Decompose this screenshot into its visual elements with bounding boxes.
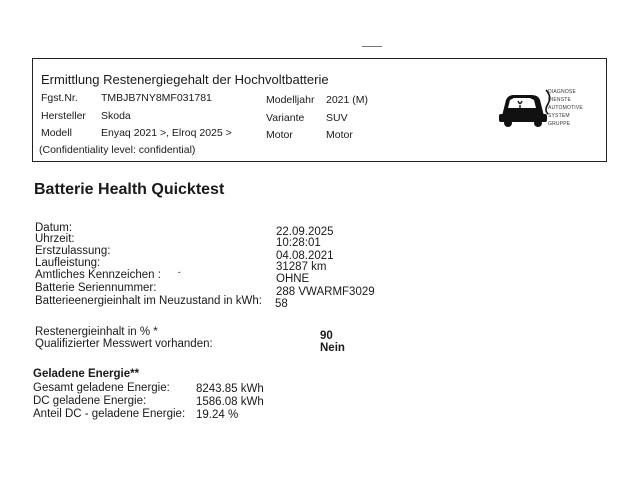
- total-energy-label: Gesamt geladene Energie:: [33, 382, 170, 394]
- model-year-label: Modelljahr: [266, 94, 315, 106]
- energy-title: Geladene Energie**: [33, 368, 140, 380]
- battery-serial-value: 288 VWARMF3029: [276, 286, 375, 298]
- confidentiality-note: (Confidentiality level: confidential): [39, 144, 196, 156]
- logo-word-1: DIAGNOSE: [548, 89, 576, 95]
- model-year-value: 2021 (M): [326, 94, 369, 106]
- battery-serial-label: Batterie Seriennummer:: [35, 282, 157, 294]
- logo-word-3: AUTOMOTIVE: [548, 105, 583, 111]
- report-title: Batterie Health Quicktest: [34, 181, 225, 198]
- qualified-measurement-label: Qualifizierter Messwert vorhanden:: [35, 338, 213, 350]
- first-registration-value: 04.08.2021: [276, 250, 334, 262]
- time-label: Uhrzeit:: [35, 233, 75, 245]
- manufacturer-value: Skoda: [101, 110, 131, 122]
- logo-word-2: DIENSTE: [548, 97, 572, 103]
- vin-value: TMBJB7NY8MF031781: [101, 92, 212, 104]
- date-value: 22.09.2025: [276, 226, 334, 238]
- model-label: Modell: [41, 127, 72, 139]
- qualified-measurement-value: Nein: [320, 342, 345, 354]
- car-with-stethoscope-icon: [496, 84, 556, 128]
- header-title: Ermittlung Restenergiegehalt der Hochvoltbatterie: [41, 72, 329, 87]
- dc-energy-value: 1586.08 kWh: [196, 396, 264, 408]
- dc-share-label: Anteil DC - geladene Energie:: [33, 408, 186, 420]
- battery-capacity-label: Batterieenergieinhalt im Neuzustand in kWh:: [35, 295, 262, 307]
- total-energy-value: 8243.85 kWh: [196, 383, 264, 395]
- dc-share-value: 19.24 %: [196, 409, 239, 421]
- scan-mark: ˇ: [178, 271, 181, 280]
- variant-value: SUV: [326, 112, 348, 124]
- remaining-energy-value: 90: [320, 330, 333, 342]
- vin-label: Fgst.Nr.: [41, 92, 78, 104]
- first-registration-label: Erstzulassung:: [35, 245, 111, 257]
- manufacturer-label: Hersteller: [41, 110, 86, 122]
- engine-label: Motor: [266, 129, 293, 141]
- model-value: Enyaq 2021 >, Elroq 2025 >: [101, 127, 232, 139]
- license-plate-label: Amtliches Kennzeichen :: [35, 269, 161, 281]
- mileage-value: 31287 km: [276, 261, 327, 273]
- dc-energy-label: DC geladene Energie:: [33, 395, 147, 407]
- time-value: 10:28:01: [276, 237, 321, 249]
- license-plate-value: OHNE: [276, 273, 310, 285]
- battery-capacity-value: 58: [275, 298, 288, 310]
- logo-word-5: GRUPPE: [548, 121, 571, 127]
- date-label: Datum:: [35, 222, 73, 234]
- mileage-label: Laufleistung:: [35, 257, 101, 269]
- remaining-energy-label: Restenergieinhalt in % *: [35, 326, 158, 338]
- variant-label: Variante: [266, 112, 305, 124]
- company-logo: [496, 84, 606, 154]
- logo-word-4: SYSTEM: [548, 113, 570, 119]
- engine-value: Motor: [326, 129, 353, 141]
- scan-artifact-dash: [362, 46, 382, 47]
